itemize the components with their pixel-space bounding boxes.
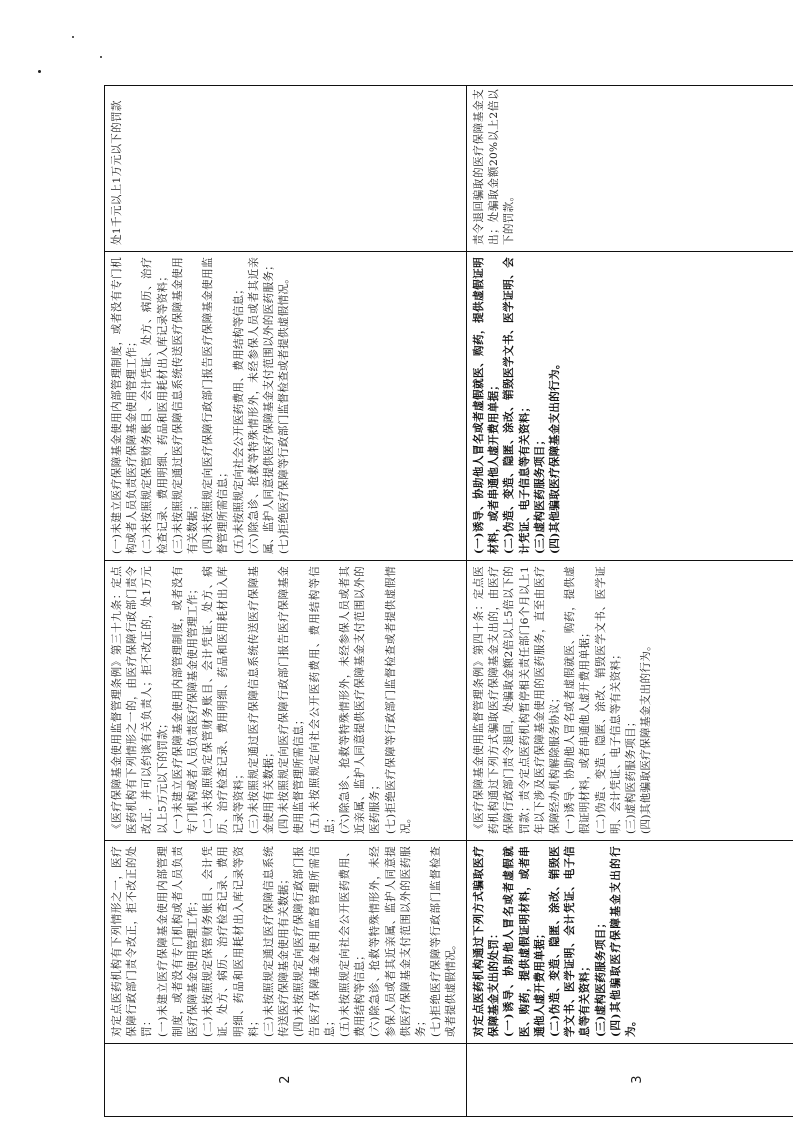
violation-text: (三)未按照规定通过医疗保障信息系统传送医疗保障基金使用有关数据； [263, 846, 291, 1037]
legal-basis-cell [105, 560, 466, 840]
scan-speck [38, 70, 41, 73]
violation-text: (三)虚构医药服务项目； [594, 917, 607, 1037]
legal-basis-text: (一)诱导、协助他人冒名或者虚假就医、购药，提供虚假证明材料，或者串通他人虚开费用单据； [564, 566, 592, 834]
legal-basis-text: (五)未按照规定向社会公开医药费用、费用结构等信息； [308, 566, 336, 834]
penalty-text: 处1千元以上1万元以下的罚款 [111, 100, 123, 245]
legal-basis-text: (二)未按照规定保管财务账目、会计凭证、处方、病历、治疗检查记录、费用明细、药品和医用耗材出入库记录等资料； [202, 566, 245, 834]
regulation-table [104, 85, 793, 1117]
scan-speck [100, 56, 102, 58]
legal-basis-text: (三)未按照规定通过医疗保障信息系统传送医疗保障基金使用有关数据； [247, 566, 276, 834]
scan-speck [72, 36, 74, 38]
violation-text: 对定点医药机构有下列情形之一，医疗保障行政部门责令改正，拒不改正的处罚： [111, 846, 154, 1037]
legal-basis-text: (一)未建立医疗保障基金使用内部管理制度，或者没有专门机构或者人员负责医疗保障基金使用管理工作； [171, 566, 200, 834]
violation-text: 对定点医药机构通过下列方式骗取医疗保障基金支出的处罚： [473, 846, 501, 1037]
detail-text: (三)虚构医药服务项目； [533, 434, 546, 554]
violation-description-cell [467, 840, 793, 1043]
detail-text: (四)未按照规定向医疗保障行政部门报告医疗保障基金使用监督管理所需信息； [202, 257, 230, 554]
detail-text: (四)其他骗取医疗保障基金支出的行为。 [549, 358, 562, 554]
detail-text: (三)未按照规定通过医疗保障信息系统传送医疗保障基金使用有关数据； [171, 257, 200, 554]
table-row [467, 86, 793, 1116]
violation-text: (四)其他骗取医疗保障基金支出的行为。 [609, 846, 638, 1037]
legal-basis-text: (四)其他骗取医疗保障基金支出的行为。 [640, 639, 653, 834]
detail-text: (七)拒绝医疗保障等行政部门监督检查或者提供虚假情况。 [278, 272, 291, 554]
violation-text: (七)拒绝医疗保障等行政部门监督检查或者提供虚假情况。 [430, 846, 458, 1037]
penalty-cell [467, 84, 793, 251]
violation-text: (六)除急诊、抢救等特殊情形外，未经参保人员或者其近亲属、监护人同意提供医疗保障基金支付范围以外的医药服务； [369, 846, 428, 1037]
table-row [105, 86, 467, 1116]
violation-text: (五)未按照规定向社会公开医药费用、费用结构等信息； [339, 846, 367, 1037]
row-number: 2 [105, 1043, 466, 1116]
violation-detail-cell [105, 251, 466, 560]
violation-description-cell [105, 840, 466, 1043]
document-page [104, 85, 793, 1117]
row-number: 3 [467, 1043, 793, 1116]
penalty-cell [105, 84, 466, 251]
legal-basis-cell [467, 560, 793, 840]
legal-basis-text: (二)伪造、变造、隐匿、涂改、销毁医学文书、医学证明、会计凭证、电子信息等有关资料； [594, 566, 622, 834]
penalty-text: 责令退回骗取的医疗保障基金支出；处骗取金额20%以上2倍以下的罚款。 [473, 89, 516, 245]
legal-basis-text: 《医疗保障基金使用监督管理条例》第四十条：定点医药机构通过下列方式骗取医疗保障基金支出的，由医疗保障行政部门责令退回，处骗取金额2倍以上5倍以下的罚款；责令定点医药机构暂停相关责任部门6个月以上1年以下涉及医疗保障基金使用的医药服务，直至由医疗保障经办机构解除服务协议； [473, 566, 562, 834]
legal-basis-text: 《医疗保障基金使用监督管理条例》第三十九条：定点医药机构有下列情形之一的，由医疗保障行政部门责令改正，并可以约谈有关负责人；拒不改正的，处1万元以上5万元以下的罚款； [111, 566, 169, 834]
legal-basis-text: (三)虚构医药服务项目； [625, 716, 638, 834]
violation-text: (一)未建立医疗保障基金使用内部管理制度，或者没有专门机构或者人员负责医疗保障基金使用管理工作； [156, 846, 200, 1037]
violation-detail-cell [467, 251, 793, 560]
legal-basis-text: (七)拒绝医疗保障等行政部门监督检查或者提供虚假情况。 [384, 566, 412, 834]
violation-text: (二)伪造、变造、隐匿、涂改、销毁医学文书、医学证明、会计凭证、电子信息等有关资料； [549, 846, 592, 1037]
detail-text: (一)未建立医疗保障基金使用内部管理制度，或者没有专门机构或者人员负责医疗保障基金使用管理工作； [111, 257, 139, 554]
detail-text: (一)诱导、协助他人冒名或者虚假就医、购药，提供虚假证明材料，或者串通他人虚开费用单据； [473, 257, 501, 554]
violation-text: (二)未按照规定保管财务账目、会计凭证、处方、病历、治疗检查记录、费用明细、药品和医用耗材出入库记录等资料； [202, 846, 260, 1037]
legal-basis-text: (四)未按照规定向医疗保障行政部门报告医疗保障基金使用监督管理所需信息； [278, 566, 306, 834]
violation-text: (四)未按照规定向医疗保障行政部门报告医疗保障基金使用监督管理所需信息； [293, 846, 336, 1037]
detail-text: (二)伪造、变造、隐匿、涂改、销毁医学文书、医学证明、会计凭证、电子信息等有关资料； [503, 257, 531, 554]
legal-basis-text: (六)除急诊、抢救等特殊情形外，未经参保人员或者其近亲属、监护人同意提供医疗保障基金支付范围以外的医药服务； [339, 566, 382, 834]
detail-text: (二)未按照规定保管财务账目、会计凭证、处方、病历、治疗检查记录、费用明细、药品和医用耗材出入库记录等资料； [141, 257, 169, 554]
detail-text: (六)除急诊、抢救等特殊情形外，未经参保人员或者其近亲属、监护人同意提供医疗保障基金支付范围以外的医药服务； [247, 257, 276, 554]
detail-text: (五)未按照规定向社会公开医药费用、费用结构等信息； [232, 283, 245, 554]
violation-text: (一)诱导、协助他人冒名或者虚假就医、购药，提供虚假证明材料，或者串通他人虚开费用单据； [503, 846, 546, 1037]
